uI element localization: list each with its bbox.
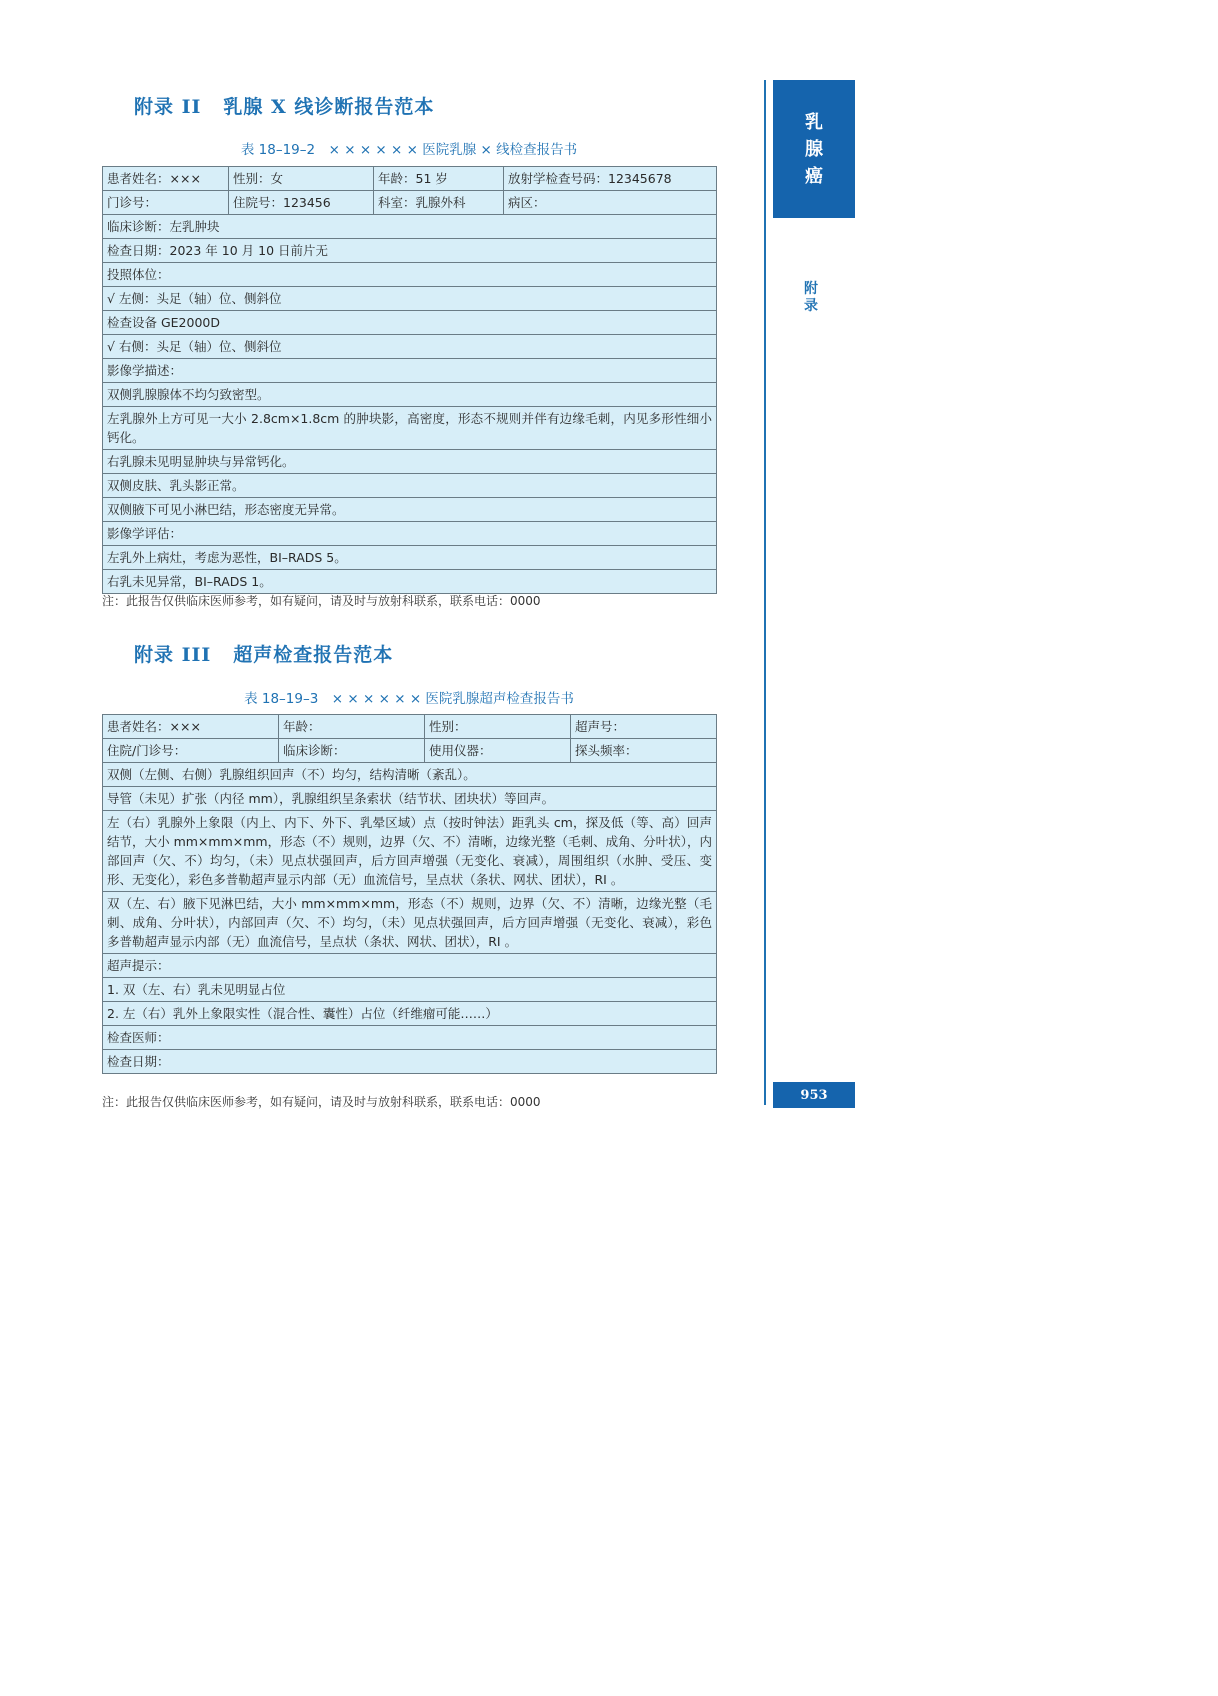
table-row: [103, 763, 717, 787]
table-cell: 右乳未见异常，BI–RADS 1。: [103, 570, 717, 594]
table-row: [103, 239, 717, 263]
table-cell: 1. 双（左、右）乳未见明显占位: [103, 978, 717, 1002]
ultrasound-report-table: [102, 714, 717, 1074]
table-cell: 投照体位：: [103, 263, 717, 287]
table-cell: 左（右）乳腺外上象限（内上、内下、外下、乳晕区域）点（按时钟法）距乳头 cm，探及低（等、高）回声结节，大小 mm×mm×mm，形态（不）规则，边界（欠、不）清晰，边缘光整（毛刺、成角、分叶状），内部回声（欠、不）均匀，（未）见点状强回声，后方回声增强（无变化、衰减），周围组织（水肿、受压、变形、无变化），彩色多普勒超声显示内部（无）血流信号，呈点状（条状、网状、团状），RI 。: [103, 811, 717, 892]
table-row: [103, 498, 717, 522]
gender-cell: 性别：: [425, 715, 571, 739]
department-cell: 科室：乳腺外科: [374, 191, 504, 215]
appendix-2-title: [134, 92, 434, 119]
table-cell: √ 左侧：头足（轴）位、侧斜位: [103, 287, 717, 311]
margin-rule: [764, 80, 766, 1105]
table-cell: 影像学描述：: [103, 359, 717, 383]
table-row: [103, 954, 717, 978]
table-3-caption: 表 18–19–3 × × × × × × 医院乳腺超声检查报告书: [244, 691, 574, 707]
table-row: [103, 892, 717, 954]
patient-id-cell: 住院/门诊号：: [103, 739, 279, 763]
table-cell: 超声提示：: [103, 954, 717, 978]
table-2-note: 注：此报告仅供临床医师参考，如有疑问，请及时与放射科联系，联系电话：0000: [102, 594, 541, 608]
table-cell: 右乳腺未见明显肿块与异常钙化。: [103, 450, 717, 474]
table-row: [103, 522, 717, 546]
table-cell: 2. 左（右）乳外上象限实性（混合性、囊性）占位（纤维瘤可能……）: [103, 1002, 717, 1026]
instrument-cell: 使用仪器：: [425, 739, 571, 763]
table-cell: 左乳外上病灶，考虑为恶性，BI–RADS 5。: [103, 546, 717, 570]
appendix-2-heading: 乳腺 X 线诊断报告范本: [223, 96, 435, 118]
patient-name-cell: 患者姓名：×××: [103, 167, 229, 191]
table-row: [103, 359, 717, 383]
table-row: [103, 383, 717, 407]
table-cell: √ 右侧：头足（轴）位、侧斜位: [103, 335, 717, 359]
table-3-note: 注：此报告仅供临床医师参考，如有疑问，请及时与放射科联系，联系电话：0000: [102, 1095, 541, 1109]
table-row: [103, 450, 717, 474]
table-cell: 影像学评估：: [103, 522, 717, 546]
table-cell: 检查日期：2023 年 10 月 10 日前片无: [103, 239, 717, 263]
section-char: 附: [804, 281, 818, 297]
ward-cell: 病区：: [504, 191, 717, 215]
table-2-caption: 表 18–19–2 × × × × × × 医院乳腺 × 线检查报告书: [240, 142, 578, 158]
table-cell: 左乳腺外上方可见一大小 2.8cm×1.8cm 的肿块影，高密度，形态不规则并伴有边缘毛刺，内见多形性细小钙化。: [103, 407, 717, 450]
table-row: [103, 407, 717, 450]
table-row: [103, 287, 717, 311]
table-cell: 检查设备 GE2000D: [103, 311, 717, 335]
table-cell: 双（左、右）腋下见淋巴结，大小 mm×mm×mm，形态（不）规则，边界（欠、不）清晰，边缘光整（毛刺、成角、分叶状），内部回声（欠、不）均匀，（未）见点状强回声，后方回声增强（无变化、衰减），彩色多普勒超声显示内部（无）血流信号，呈点状（条状、网状、团状），RI 。: [103, 892, 717, 954]
chapter-char: 乳: [805, 111, 823, 133]
table-cell: 导管（未见）扩张（内径 mm），乳腺组织呈条索状（结节状、团块状）等回声。: [103, 787, 717, 811]
table-row: [103, 1026, 717, 1050]
table-row: [103, 787, 717, 811]
xray-report-table: [102, 166, 717, 594]
table-row: [103, 546, 717, 570]
section-label: [800, 281, 822, 315]
table-cell: 双侧腋下可见小淋巴结，形态密度无异常。: [103, 498, 717, 522]
table-row: [103, 263, 717, 287]
inpatient-number-cell: 住院号：123456: [229, 191, 374, 215]
appendix-2-number: 附录 II: [134, 96, 202, 118]
table-row: [103, 570, 717, 594]
page-number: 953: [773, 1082, 855, 1108]
table-cell: 检查日期：: [103, 1050, 717, 1074]
ultrasound-number-cell: 超声号：: [571, 715, 717, 739]
table-row: [103, 811, 717, 892]
chapter-char: 腺: [805, 138, 823, 160]
radiology-number-cell: 放射学检查号码：12345678: [504, 167, 717, 191]
table-cell: 临床诊断：左乳肿块: [103, 215, 717, 239]
age-cell: 年龄：51 岁: [374, 167, 504, 191]
outpatient-number-cell: 门诊号：: [103, 191, 229, 215]
appendix-3-title: [134, 640, 393, 667]
appendix-3-number: 附录 III: [134, 644, 212, 666]
table-row: [103, 191, 717, 215]
patient-name-cell: 患者姓名：×××: [103, 715, 279, 739]
table-row: [103, 739, 717, 763]
chapter-tab: [773, 80, 855, 218]
table-row: [103, 215, 717, 239]
table-cell: 双侧乳腺腺体不均匀致密型。: [103, 383, 717, 407]
table-row: [103, 167, 717, 191]
table-cell: 双侧（左侧、右侧）乳腺组织回声（不）均匀，结构清晰（紊乱）。: [103, 763, 717, 787]
age-cell: 年龄：: [279, 715, 425, 739]
table-row: [103, 1050, 717, 1074]
section-char: 录: [804, 298, 818, 314]
gender-cell: 性别：女: [229, 167, 374, 191]
table-cell: 检查医师：: [103, 1026, 717, 1050]
table-row: [103, 1002, 717, 1026]
table-row: [103, 715, 717, 739]
appendix-3-heading: 超声检查报告范本: [233, 644, 394, 666]
table-cell: 双侧皮肤、乳头影正常。: [103, 474, 717, 498]
clinical-diagnosis-cell: 临床诊断：: [279, 739, 425, 763]
table-row: [103, 474, 717, 498]
probe-frequency-cell: 探头频率：: [571, 739, 717, 763]
table-row: [103, 335, 717, 359]
table-row: [103, 311, 717, 335]
table-row: [103, 978, 717, 1002]
chapter-char: 癌: [805, 165, 823, 187]
